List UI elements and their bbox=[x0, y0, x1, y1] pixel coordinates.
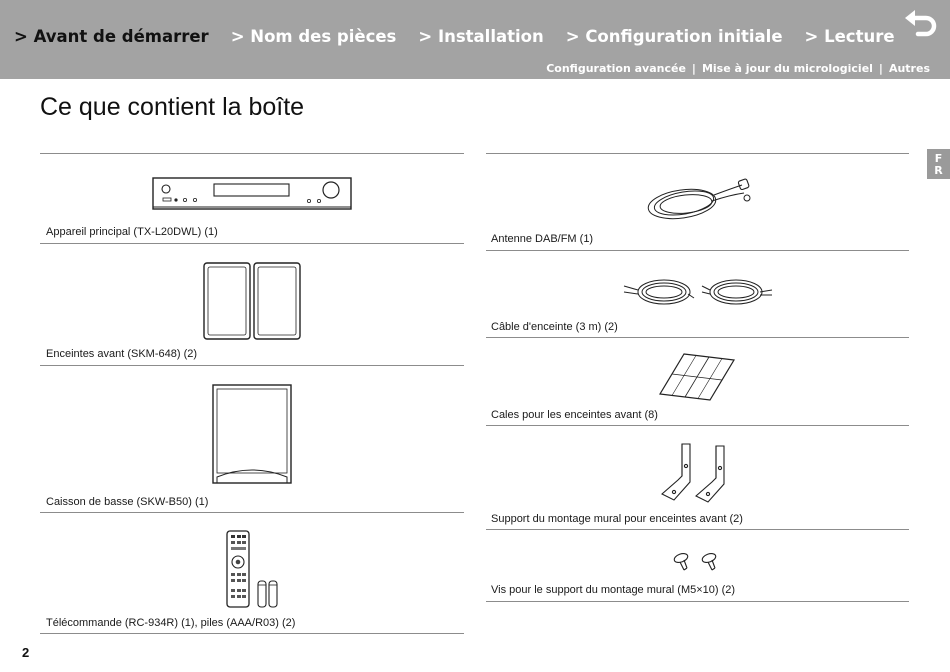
language-tab bbox=[927, 149, 950, 179]
language-tab-letter: F bbox=[934, 152, 943, 165]
remote-and-batteries-illustration bbox=[225, 529, 281, 609]
main-unit-label: Appareil principal (TX-L20DWL) (1) bbox=[46, 226, 218, 238]
nav-item-initial-setup[interactable]: > Configuration initiale bbox=[565, 27, 783, 46]
header-bar bbox=[0, 0, 950, 79]
screws-label: Vis pour le support du montage mural (M5×10) (2) bbox=[491, 584, 736, 596]
page-number: 2 bbox=[22, 645, 30, 660]
speaker-cable-label: Câble d'enceinte (3 m) (2) bbox=[491, 321, 618, 333]
divider bbox=[40, 243, 464, 244]
antenna-label: Antenne DAB/FM (1) bbox=[491, 233, 594, 245]
speaker-cables-illustration bbox=[620, 272, 776, 310]
sub-nav bbox=[546, 62, 930, 75]
divider bbox=[40, 633, 464, 634]
divider bbox=[40, 153, 464, 154]
front-speakers-illustration bbox=[202, 261, 302, 341]
screws-illustration bbox=[672, 551, 724, 573]
remote-label: Télécommande (RC-934R) (1), piles (AAA/R03) (2) bbox=[46, 617, 296, 629]
page-title: Ce que contient la boîte bbox=[40, 93, 305, 121]
main-nav bbox=[14, 27, 895, 46]
divider bbox=[486, 601, 909, 602]
nav-item-part-names[interactable]: > Nom des pièces bbox=[230, 27, 397, 46]
wall-brackets-illustration bbox=[660, 442, 738, 504]
nav-item-playback[interactable]: > Lecture bbox=[804, 27, 895, 46]
speaker-pads-label: Cales pour les enceintes avant (8) bbox=[491, 409, 658, 421]
language-tab-letter: R bbox=[934, 164, 943, 177]
wall-bracket-label: Support du montage mural pour enceintes avant (2) bbox=[491, 513, 743, 525]
divider bbox=[40, 512, 464, 513]
antenna-illustration bbox=[642, 177, 754, 223]
subwoofer-label: Caisson de basse (SKW-B50) (1) bbox=[46, 496, 209, 508]
divider bbox=[486, 425, 909, 426]
divider bbox=[486, 337, 909, 338]
divider bbox=[486, 250, 909, 251]
divider bbox=[40, 365, 464, 366]
subwoofer-illustration bbox=[211, 383, 293, 485]
front-speakers-label: Enceintes avant (SKM-648) (2) bbox=[46, 348, 198, 360]
nav-item-before-start[interactable]: > Avant de démarrer bbox=[14, 27, 209, 46]
sub-nav-advanced-setup[interactable]: Configuration avancée bbox=[546, 62, 686, 75]
nav-item-installation[interactable]: > Installation bbox=[418, 27, 544, 46]
speaker-pads-illustration bbox=[658, 352, 736, 402]
divider bbox=[486, 529, 909, 530]
back-arrow-icon[interactable] bbox=[904, 8, 938, 38]
divider bbox=[486, 153, 909, 154]
sub-nav-firmware-update[interactable]: Mise à jour du micrologiciel bbox=[701, 62, 873, 75]
main-unit-illustration bbox=[151, 176, 353, 212]
sub-nav-separator: | bbox=[691, 62, 696, 75]
sub-nav-others[interactable]: Autres bbox=[888, 62, 930, 75]
sub-nav-separator: | bbox=[878, 62, 883, 75]
